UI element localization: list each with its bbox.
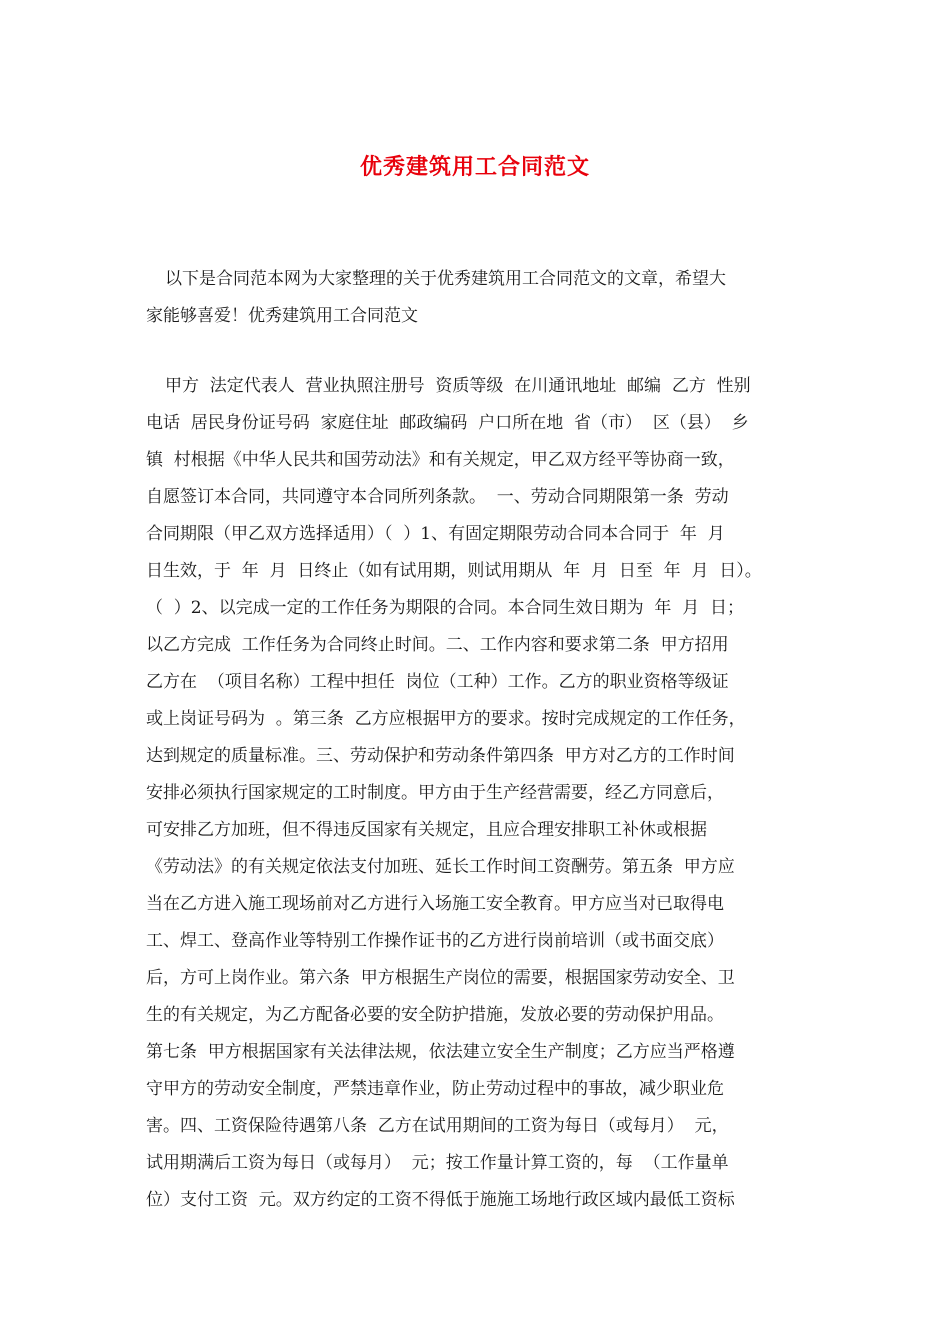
- body-line: 电话 居民身份证号码 家庭住址 邮政编码 户口所在地 省（市） 区（县） 乡: [146, 413, 749, 433]
- body-line: 工、焊工、登高作业等特别工作操作证书的乙方进行岗前培训（或书面交底）: [146, 931, 724, 951]
- body-line: 合同期限（甲乙双方选择适用）（ ）1、有固定期限劳动合同本合同于 年 月: [146, 524, 725, 544]
- body-line: 试用期满后工资为每日（或每月） 元；按工作量计算工资的，每 （工作量单: [146, 1153, 729, 1173]
- body-line: 或上岗证号码为 。第三条 乙方应根据甲方的要求。按时完成规定的工作任务，: [146, 709, 746, 729]
- intro-line: 以下是合同范本网为大家整理的关于优秀建筑用工合同范文的文章，希望大: [165, 269, 726, 289]
- body-line: 当在乙方进入施工现场前对乙方进行入场施工安全教育。甲方应当对已取得电: [146, 894, 724, 914]
- body-line: （ ）2、以完成一定的工作任务为期限的合同。本合同生效日期为 年 月 日；: [146, 598, 745, 618]
- body-line: 害。四、工资保险待遇第八条 乙方在试用期间的工资为每日（或每月） 元，: [146, 1116, 729, 1136]
- body-line: 生的有关规定，为乙方配备必要的安全防护措施，发放必要的劳动保护用品。: [146, 1005, 724, 1025]
- body-line: 可安排乙方加班，但不得违反国家有关规定，且应合理安排职工补休或根据: [146, 820, 707, 840]
- body-line: 守甲方的劳动安全制度，严禁违章作业，防止劳动过程中的事故，减少职业危: [146, 1079, 724, 1099]
- body-line: 乙方在 （项目名称）工程中担任 岗位（工种）工作。乙方的职业资格等级证: [146, 672, 729, 692]
- body-line: 后，方可上岗作业。第六条 甲方根据生产岗位的需要，根据国家劳动安全、卫: [146, 968, 735, 988]
- body-line: 以乙方完成 工作任务为合同终止时间。二、工作内容和要求第二条 甲方招用: [146, 635, 729, 655]
- body-line: 《劳动法》的有关规定依法支付加班、延长工作时间工资酬劳。第五条 甲方应: [146, 857, 735, 877]
- body-line: 安排必须执行国家规定的工时制度。甲方由于生产经营需要，经乙方同意后，: [146, 783, 724, 803]
- body-line: 日生效，于 年 月 日终止（如有试用期，则试用期从 年 月 日至 年 月 日）。: [146, 561, 762, 581]
- body-line: 甲方 法定代表人 营业执照注册号 资质等级 在川通讯地址 邮编 乙方 性别: [165, 376, 751, 396]
- body-line: 镇 村根据《中华人民共和国劳动法》和有关规定，甲乙双方经平等协商一致，: [146, 450, 735, 470]
- body-line: 达到规定的质量标准。三、劳动保护和劳动条件第四条 甲方对乙方的工作时间: [146, 746, 735, 766]
- body-line: 第七条 甲方根据国家有关法律法规，依法建立安全生产制度；乙方应当严格遵: [146, 1042, 735, 1062]
- body-line: 位）支付工资 元。双方约定的工资不得低于施施工场地行政区域内最低工资标: [146, 1190, 735, 1210]
- body-line: 自愿签订本合同，共同遵守本合同所列条款。 一、劳动合同期限第一条 劳动: [146, 487, 729, 507]
- document-title: 优秀建筑用工合同范文: [359, 154, 590, 180]
- intro-line: 家能够喜爱！优秀建筑用工合同范文: [146, 306, 418, 326]
